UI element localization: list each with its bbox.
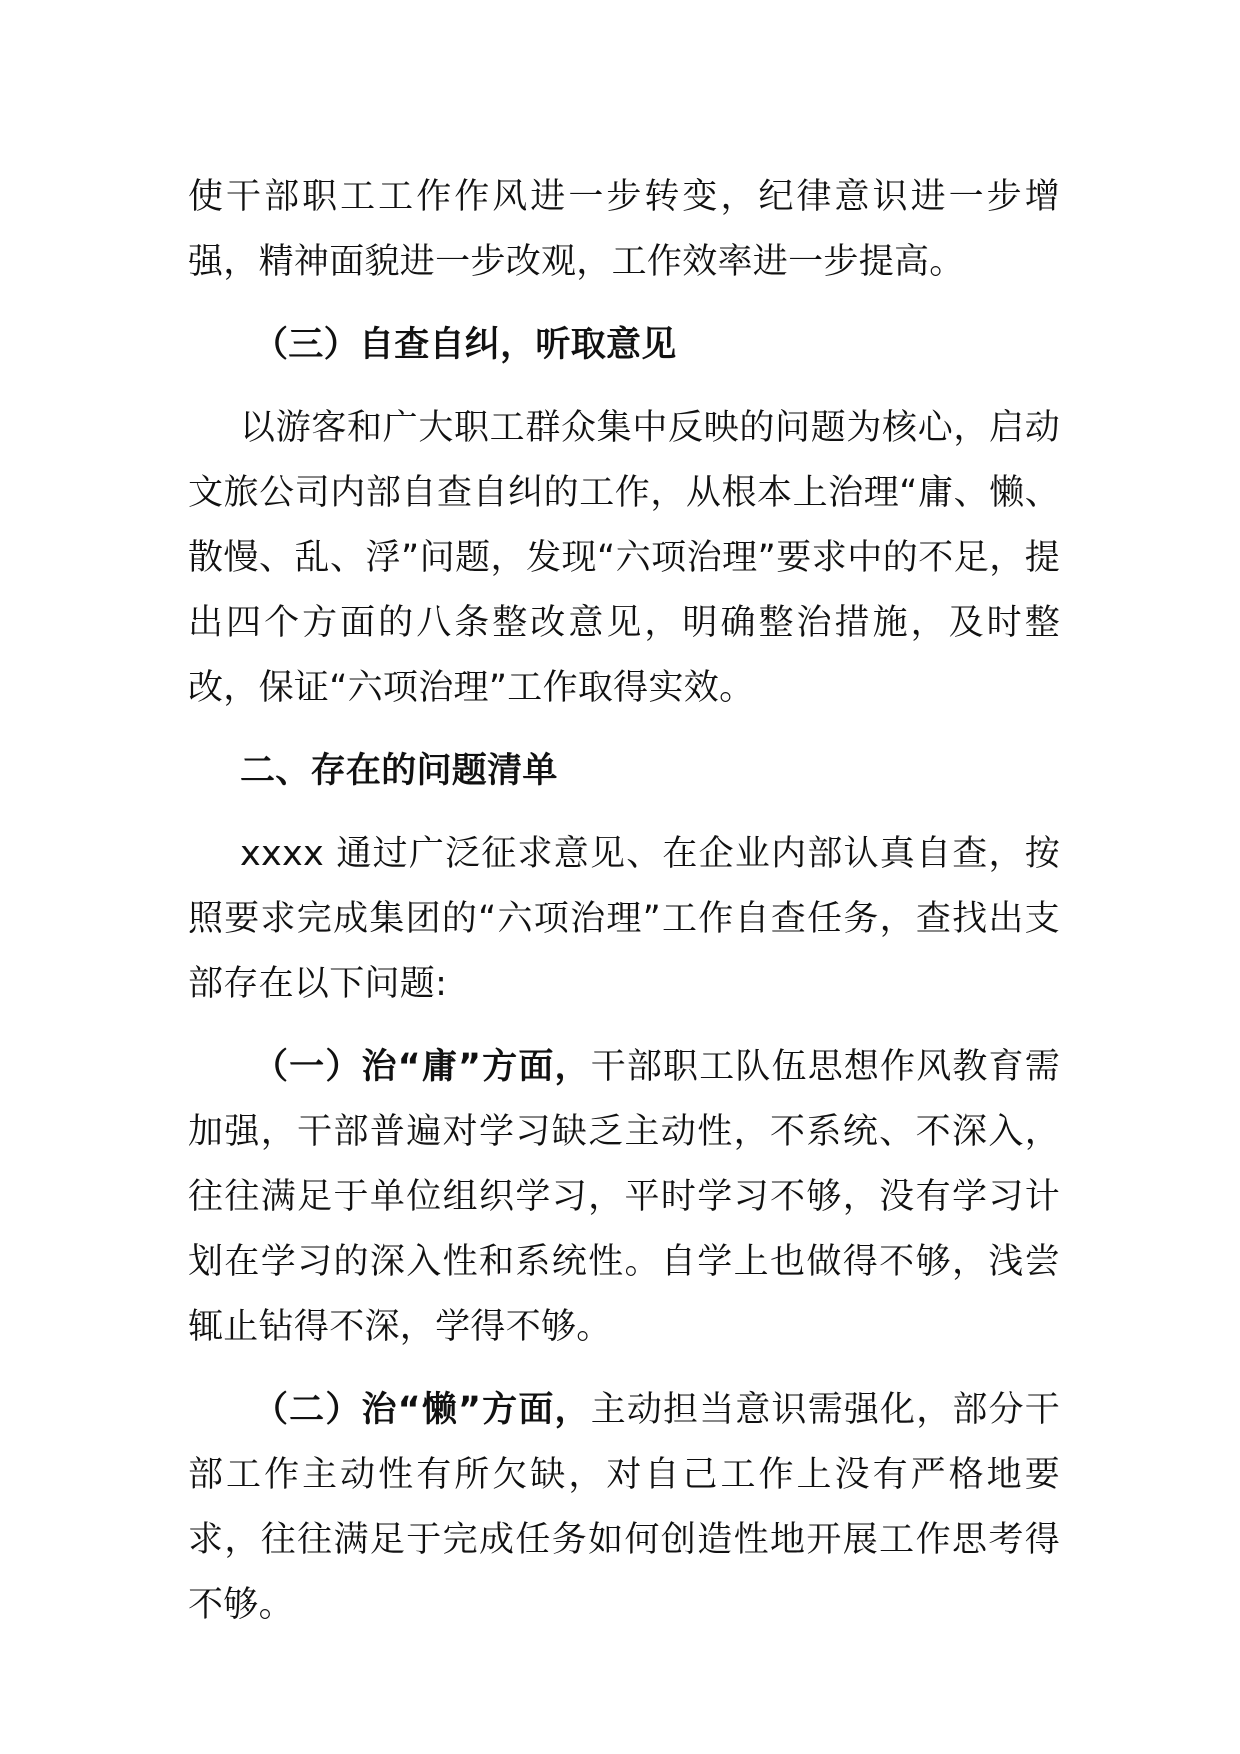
paragraph-problem-intro: xxxx 通过广泛征求意见、在企业内部认真自查，按照要求完成集团的“六项治理”工作自查任务，查找出支部存在以下问题: xyxy=(188,834,1060,1004)
paragraph-item-mediocrity xyxy=(188,1035,1060,1360)
paragraph-self-check: 以游客和广大职工群众集中反映的问题为核心，启动文旅公司内部自查自纠的工作，从根本上治理“庸、懒、散慢、乱、浮”问题，发现“六项治理”要求中的不足，提出四个方面的八条整改意见，明确整治措施，及时整改，保证“六项治理”工作取得实效。 xyxy=(188,408,1060,708)
paragraph-item-laziness xyxy=(188,1378,1060,1638)
paragraph-work-style: 使干部职工工作作风进一步转变，纪律意识进一步增强，精神面貌进一步改观，工作效率进一步提高。 xyxy=(188,177,1060,282)
item-laziness-text: 主动担当意识需强化，部分干部工作主动性有所欠缺，对自己工作上没有严格地要求，往往满足于完成任务如何创造性地开展工作思考得不够。 xyxy=(188,1390,1060,1625)
heading-problem-list: 二、存在的问题清单 xyxy=(240,751,558,791)
item-laziness-lead: （二）治“懒”方面， xyxy=(253,1390,591,1430)
heading-self-check: （三）自查自纠，听取意见 xyxy=(253,325,677,365)
item-mediocrity-lead: （一）治“庸”方面， xyxy=(253,1047,591,1087)
item-mediocrity-text: 干部职工队伍思想作风教育需加强，干部普遍对学习缺乏主动性，不系统、不深入，往往满足于单位组织学习，平时学习不够，没有学习计划在学习的深入性和系统性。自学上也做得不够，浅尝辄止钻得不深，学得不够。 xyxy=(188,1047,1060,1347)
document-page xyxy=(188,165,1060,1638)
